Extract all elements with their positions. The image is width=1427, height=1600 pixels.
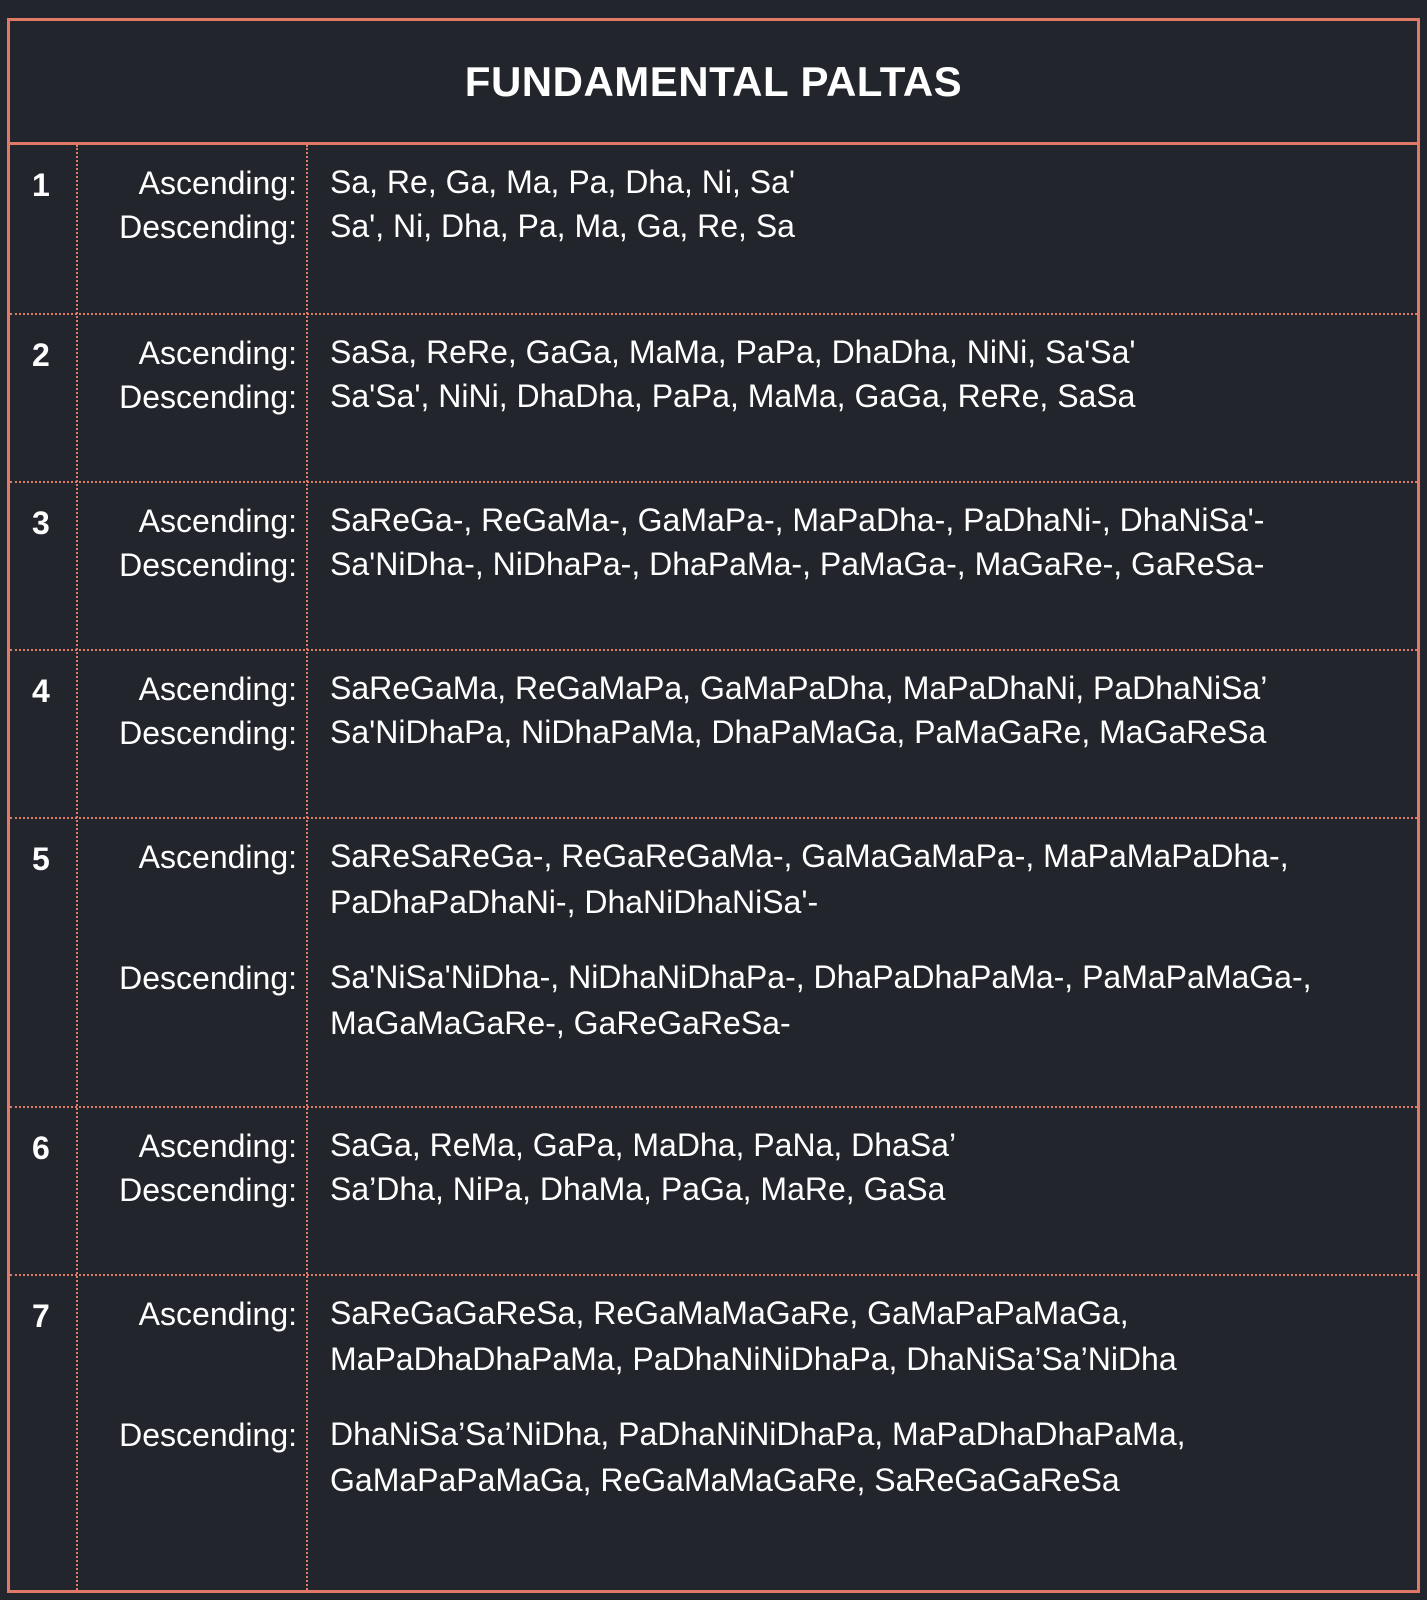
- ascending-notes: SaReGa-, ReGaMa-, GaMaPa-, MaPaDha-, PaDhaNi-, DhaNiSa'-: [330, 502, 1265, 538]
- descending-label: Descending:: [119, 1417, 297, 1453]
- ascending-notes: SaSa, ReRe, GaGa, MaMa, PaPa, DhaDha, NiNi, Sa'Sa': [330, 334, 1136, 370]
- row-number: 7: [32, 1298, 50, 1334]
- descending-label: Descending:: [119, 1172, 297, 1208]
- ascending-label: Ascending:: [138, 671, 297, 707]
- page-title: FUNDAMENTAL PALTAS: [464, 57, 963, 105]
- descending-label: Descending:: [119, 209, 297, 245]
- ascending-notes: SaReGaGaReSa, ReGaMaMaGaRe, GaMaPaPaMaGa, MaPaDhaDhaPaMa, PaDhaNiNiDhaPa, DhaNiSa’Sa’NiDha: [330, 1295, 1177, 1377]
- row-number: 4: [32, 673, 50, 709]
- descending-label: Descending:: [119, 715, 297, 751]
- palta-row-2: [10, 313, 1417, 483]
- descending-notes: Sa'NiDhaPa, NiDhaPaMa, DhaPaMaGa, PaMaGaRe, MaGaReSa: [330, 714, 1267, 750]
- palta-row-3: [10, 481, 1417, 651]
- ascending-label: Ascending:: [138, 1128, 297, 1164]
- row-number: 5: [32, 841, 50, 877]
- paltas-table: [7, 145, 1420, 1593]
- ascending-label: Ascending:: [138, 1296, 297, 1332]
- ascending-notes: SaReGaMa, ReGaMaPa, GaMaPaDha, MaPaDhaNi, PaDhaNiSa’: [330, 670, 1268, 706]
- palta-row-6: [10, 1106, 1417, 1276]
- row-number: 2: [32, 337, 50, 373]
- ascending-notes: SaGa, ReMa, GaPa, MaDha, PaNa, DhaSa’: [330, 1127, 957, 1163]
- ascending-notes: Sa, Re, Ga, Ma, Pa, Dha, Ni, Sa': [330, 164, 795, 200]
- descending-notes: Sa'Sa', NiNi, DhaDha, PaPa, MaMa, GaGa, ReRe, SaSa: [330, 378, 1136, 414]
- ascending-label: Ascending:: [138, 165, 297, 201]
- title-bar: [7, 18, 1420, 145]
- descending-notes: Sa'NiSa'NiDha-, NiDhaNiDhaPa-, DhaPaDhaPaMa-, PaMaPaMaGa-, MaGaMaGaRe-, GaReGaReSa-: [330, 959, 1312, 1041]
- descending-label: Descending:: [119, 547, 297, 583]
- palta-row-4: [10, 649, 1417, 819]
- row-number: 1: [32, 167, 50, 203]
- descending-notes: DhaNiSa’Sa’NiDha, PaDhaNiNiDhaPa, MaPaDhaDhaPaMa, GaMaPaPaMaGa, ReGaMaMaGaRe, SaReGaGaReSa: [330, 1416, 1186, 1498]
- palta-row-5: [10, 817, 1417, 1108]
- palta-row-7: [10, 1274, 1417, 1592]
- ascending-label: Ascending:: [138, 503, 297, 539]
- descending-notes: Sa', Ni, Dha, Pa, Ma, Ga, Re, Sa: [330, 208, 795, 244]
- ascending-label: Ascending:: [138, 335, 297, 371]
- descending-label: Descending:: [119, 379, 297, 415]
- descending-label: Descending:: [119, 960, 297, 996]
- palta-row-1: [10, 145, 1417, 313]
- ascending-notes: SaReSaReGa-, ReGaReGaMa-, GaMaGaMaPa-, MaPaMaPaDha-, PaDhaPaDhaNi-, DhaNiDhaNiSa'-: [330, 838, 1289, 920]
- row-number: 6: [32, 1130, 50, 1166]
- row-number: 3: [32, 505, 50, 541]
- ascending-label: Ascending:: [138, 839, 297, 875]
- descending-notes: Sa’Dha, NiPa, DhaMa, PaGa, MaRe, GaSa: [330, 1171, 946, 1207]
- descending-notes: Sa'NiDha-, NiDhaPa-, DhaPaMa-, PaMaGa-, MaGaRe-, GaReSa-: [330, 546, 1265, 582]
